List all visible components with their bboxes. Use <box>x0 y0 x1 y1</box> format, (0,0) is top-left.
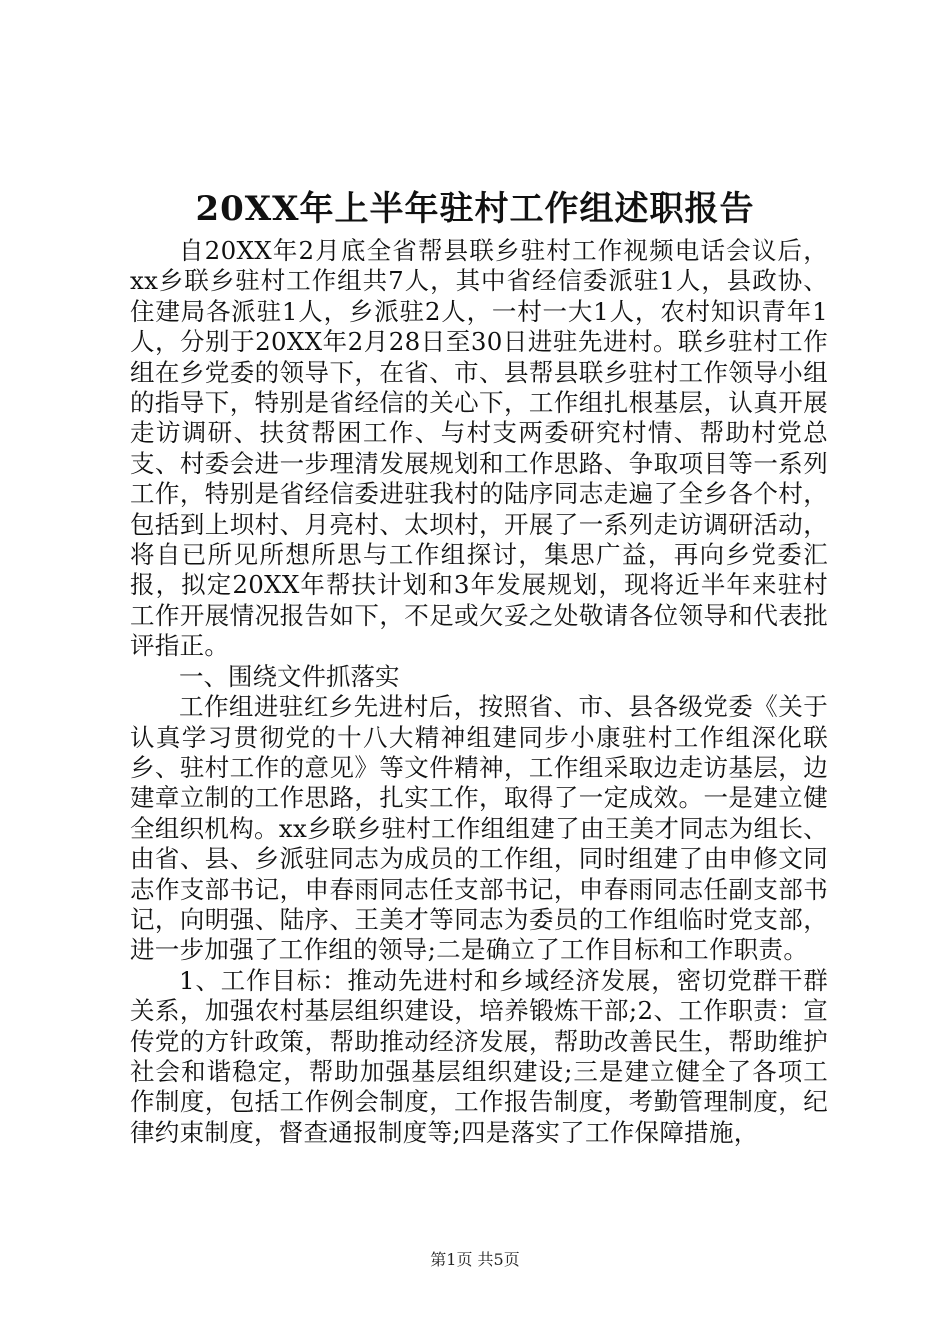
section-heading: 一、围绕文件抓落实 <box>179 661 400 691</box>
intro-paragraph: 自20XX年2月底全省帮县联乡驻村工作视频电话会议后，xx乡联乡驻村工作组共7人，其中省经信委派驻1人，县政协、住建局各派驻1人，乡派驻2人，一村一大1人，农村知识青年1人，分别于20XX年2月28日至30日进驻先进村。联乡驻村工作组在乡党委的领导下，在省、市、县帮县联乡驻村工作领导小组的指导下，特别是省经信的关心下，工作组扎根基层，认真开展走访调研、扶贫帮困工作、与村支两委研究村情、帮助村党总支、村委会进一步理清发展规划和工作思路、争取项目等一系列工作，特别是省经信委进驻我村的陆序同志走遍了全乡各个村，包括到上坝村、月亮村、太坝村，开展了一系列走访调研活动，将自已所见所想所思与工作组探讨，集思广益，再向乡党委汇报，拟定20XX年帮扶计划和3年发展规划，现将近半年来驻村工作开展情况报告如下，不足或欠妥之处敬请各位领导和代表批评指正。 <box>130 236 828 661</box>
goals-paragraph: 1、工作目标：推动先进村和乡域经济发展，密切党群干群关系，加强农村基层组织建设，培养锻炼干部;2、工作职责：宣传党的方针政策，帮助推动经济发展，帮助改善民生，帮助维护社会和谐稳定，帮助加强基层组织建设;三是建立健全了各项工作制度，包括工作例会制度，工作报告制度，考勤管理制度，纪律约束制度，督查通报制度等;四是落实了工作保障措施， <box>130 965 828 1147</box>
section-paragraph: 工作组进驻红乡先进村后，按照省、市、县各级党委《关于认真学习贯彻党的十八大精神组建同步小康驻村工作组深化联乡、驻村工作的意见》等文件精神，工作组采取边走访基层，边建章立制的工作思路，扎实工作，取得了一定成效。一是建立健全组织机构。xx乡联乡驻村工作组组建了由王美才同志为组长、由省、县、乡派驻同志为成员的工作组，同时组建了由申修文同志作支部书记，申春雨同志任支部书记，申春雨同志任副支部书记，向明强、陆序、王美才等同志为委员的工作组临时党支部，进一步加强了工作组的领导;二是确立了工作目标和工作职责。 <box>130 692 828 965</box>
page-footer: 第1页 共5页 <box>430 1250 520 1269</box>
document-body <box>130 236 828 1148</box>
document-title: 20XX年上半年驻村工作组述职报告 <box>195 189 755 229</box>
